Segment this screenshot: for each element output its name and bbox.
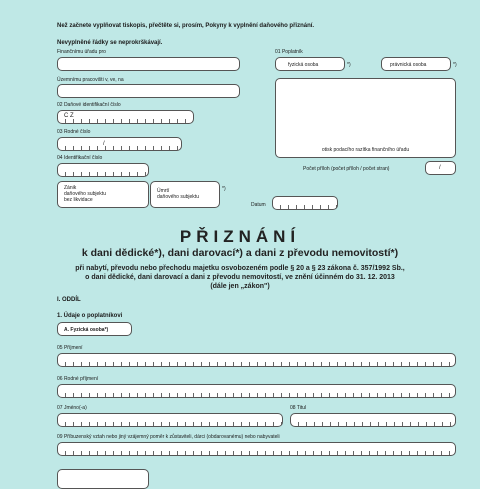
vztah-input[interactable] — [57, 442, 456, 456]
rodne-cislo-separator: / — [103, 141, 105, 147]
zanik-line3: bez likvidace — [64, 197, 93, 203]
rodne-cislo-input[interactable] — [57, 137, 182, 151]
fyzicka-osoba-section-checkbox[interactable] — [57, 322, 132, 336]
fyzicka-osoba-checkbox[interactable] — [275, 57, 345, 71]
form-subtitle: k dani dědické*), dani darovací*) a dani z převodu nemovitostí*) — [81, 247, 399, 259]
notice-text: Nevyplněné řádky se neprokrškávají. — [57, 40, 163, 46]
section-oddil: I. ODDÍL — [57, 297, 81, 303]
ic-input[interactable] — [57, 163, 149, 177]
uzemni-pracoviste-input[interactable] — [57, 84, 240, 98]
pocet-priloh-label: Počet příloh (počet příloh / počet stran) — [303, 166, 390, 172]
fyzicka-osoba-section-label: A. Fyzická osoba*) — [64, 327, 109, 333]
form-desc-line1: při nabytí, převodu nebo přechodu majetku osvobozeném podle § 20 a § 23 zákona č. 357/1992 Sb., — [75, 265, 405, 272]
stamp-caption: otisk podacího razítka finančního úřadu — [321, 147, 410, 153]
titul-input[interactable] — [290, 413, 456, 427]
datum-input[interactable] — [272, 196, 338, 210]
pocet-priloh-input[interactable] — [425, 161, 456, 175]
umrti-checkbox[interactable] — [150, 181, 220, 208]
next-row-input[interactable] — [57, 469, 149, 489]
jmeno-label: 07 Jméno(-a) — [57, 405, 87, 411]
pravnicka-osoba-label: právnická osoba — [390, 62, 427, 68]
umrti-star: *) — [222, 186, 226, 192]
form-title: PŘIZNÁNÍ — [179, 227, 301, 246]
pocet-separator: / — [439, 165, 441, 171]
poplatnik-label: 01 Poplatník — [275, 49, 303, 55]
form-desc-line3: (dále jen „zákon") — [210, 283, 270, 290]
stamp-area — [275, 78, 456, 158]
section-udaje: 1. Údaje o poplatníkovi — [57, 313, 123, 319]
prijmeni-label: 05 Příjmení — [57, 345, 83, 351]
vztah-label: 09 Příbuzenský vztah nebo jiný vzájemný poměr k zůstaviteli, dárci (obdarovanému) nebo nabyvateli — [57, 434, 280, 440]
uzemni-pracoviste-label: Územnímu pracovišti v, ve, na — [57, 77, 124, 83]
form-desc-line2: o dani dědické, dani darovací a dani z převodu nemovitostí, ve znění účinném do 31. 12. 2013 — [85, 274, 395, 281]
rodne-prijmeni-input[interactable] — [57, 384, 456, 398]
pravnicka-osoba-checkbox[interactable] — [381, 57, 451, 71]
zanik-line2: daňového subjektu — [64, 191, 106, 197]
umrti-line2: daňového subjektu — [157, 194, 199, 200]
fyzicka-star: *) — [347, 62, 351, 68]
dic-prefix: C Z — [64, 113, 74, 119]
titul-label: 08 Titul — [290, 405, 307, 411]
zanik-checkbox[interactable] — [57, 181, 149, 208]
ic-label: 04 Identifikační číslo — [57, 155, 103, 161]
datum-label: Datum — [251, 202, 266, 208]
pravnicka-star: *) — [453, 62, 457, 68]
intro-text: Než začnete vyplňovat tiskopis, přečtěte si, prosím, Pokyny k vyplnění daňového přiznání. — [57, 23, 315, 29]
jmeno-input[interactable] — [57, 413, 283, 427]
financni-urad-input[interactable] — [57, 57, 240, 71]
umrti-line1: Úmrtí — [157, 188, 170, 194]
rodne-cislo-label: 03 Rodné číslo — [57, 129, 91, 135]
financni-urad-label: Finančnímu úřadu pro — [57, 49, 106, 55]
zanik-line1: Zánik — [64, 185, 77, 191]
dic-label: 02 Daňové identifikační číslo — [57, 102, 121, 108]
dic-input[interactable] — [57, 110, 194, 124]
rodne-prijmeni-label: 06 Rodné příjmení — [57, 376, 99, 382]
fyzicka-osoba-label: fyzická osoba — [288, 62, 319, 68]
prijmeni-input[interactable] — [57, 353, 456, 367]
